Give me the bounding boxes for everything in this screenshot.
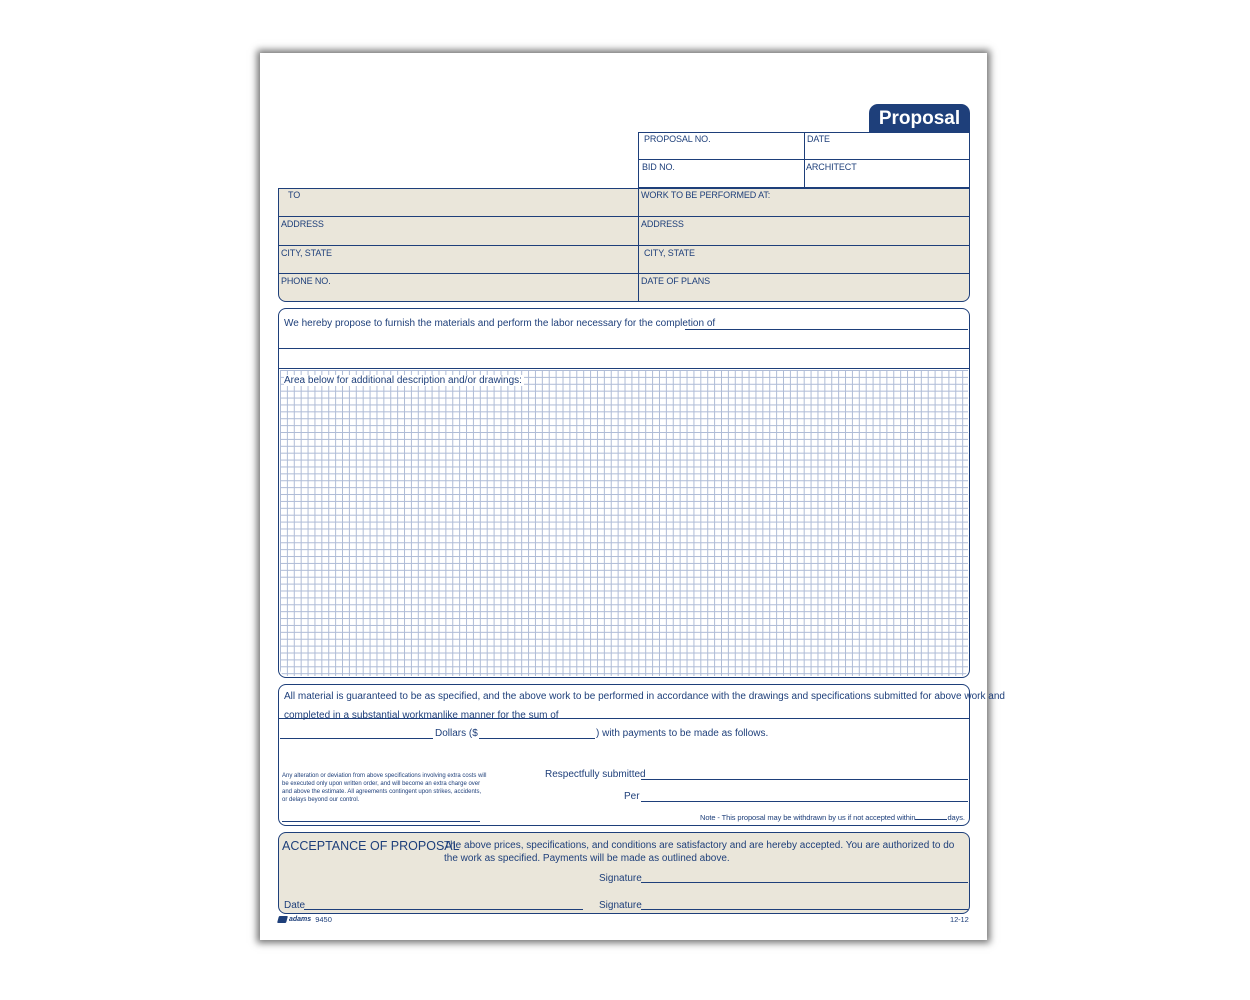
acceptance-signature-line-1 [641, 882, 968, 883]
work-location-label: WORK TO BE PERFORMED AT: [641, 190, 771, 200]
phone-no-label: PHONE NO. [281, 276, 331, 286]
fine-print: Any alteration or deviation from above specifications involving extra costs will be executed only upon written order, and will become an extra charge over and above the estimate. All agreements contingent upon strikes, accidents, or delays beyond our control. [282, 773, 487, 803]
adams-brand: adams [289, 916, 312, 923]
note-prefix: Note - This proposal may be withdrawn by us if not accepted within [700, 813, 916, 822]
divider [804, 132, 805, 188]
adams-logo [278, 915, 332, 924]
divider [278, 348, 970, 349]
guarantee-line-1: All material is guaranteed to be as specified, and the above work to be performed in accordance with the drawings and specifications submitted for above work and [284, 691, 1005, 702]
bid-no-label: BID NO. [642, 162, 675, 172]
acceptance-date-label: Date [284, 900, 306, 911]
revision-code: 12-12 [950, 915, 969, 924]
payments-label: ) with payments to be made as follows. [596, 728, 769, 739]
acceptance-date-line [304, 909, 583, 910]
drawing-grid-area[interactable] [280, 370, 968, 676]
divider [638, 188, 639, 302]
fine-print-underline [282, 821, 480, 822]
job-address-label: ADDRESS [641, 219, 684, 229]
divider [278, 245, 970, 246]
respectfully-submitted-label: Respectfully submitted [545, 769, 646, 780]
per-label: Per [624, 791, 640, 802]
acceptance-text: The above prices, specifications, and conditions are satisfactory and are hereby accepted. You are authorized to do the work as specified. Payments will be made as outlined above. [444, 840, 955, 864]
drawing-area-label: Area below for additional description and/or drawings: [284, 375, 522, 386]
sum-blank-line [542, 718, 968, 719]
terms-box [278, 684, 970, 826]
withdrawal-note [700, 813, 965, 822]
product-code: 9450 [315, 915, 332, 924]
acceptance-signature-line-2 [641, 909, 968, 910]
note-suffix: days. [947, 813, 965, 822]
dollars-blank-line [280, 738, 433, 739]
address-label: ADDRESS [281, 219, 324, 229]
per-signature-line [641, 801, 968, 802]
acceptance-heading: ACCEPTANCE OF PROPOSAL [282, 839, 460, 853]
submitted-signature-line [641, 779, 968, 780]
to-label: TO [288, 190, 301, 200]
job-city-state-label: CITY, STATE [644, 248, 695, 258]
architect-label: ARCHITECT [806, 162, 857, 172]
dollars-label: Dollars ($ [435, 728, 478, 739]
completion-blank-line [685, 329, 968, 330]
date-label: DATE [807, 134, 830, 144]
guarantee-line-2: completed in a substantial workmanlike manner for the sum of [284, 710, 559, 721]
proposal-form-sheet [260, 53, 1005, 940]
proposal-statement: We hereby propose to furnish the materials and perform the labor necessary for the completion of [284, 318, 716, 329]
days-blank [915, 813, 947, 820]
divider [278, 216, 970, 217]
signature-label-2: Signature [599, 900, 642, 911]
divider [278, 273, 970, 274]
proposal-no-label: PROPOSAL NO. [644, 134, 711, 144]
city-state-label: CITY, STATE [281, 248, 332, 258]
form-title: Proposal [869, 104, 970, 133]
amount-blank-line [479, 738, 595, 739]
signature-label-1: Signature [599, 873, 642, 884]
date-of-plans-label: DATE OF PLANS [641, 276, 711, 286]
adams-logo-mark-icon [277, 916, 288, 923]
divider [278, 368, 970, 369]
